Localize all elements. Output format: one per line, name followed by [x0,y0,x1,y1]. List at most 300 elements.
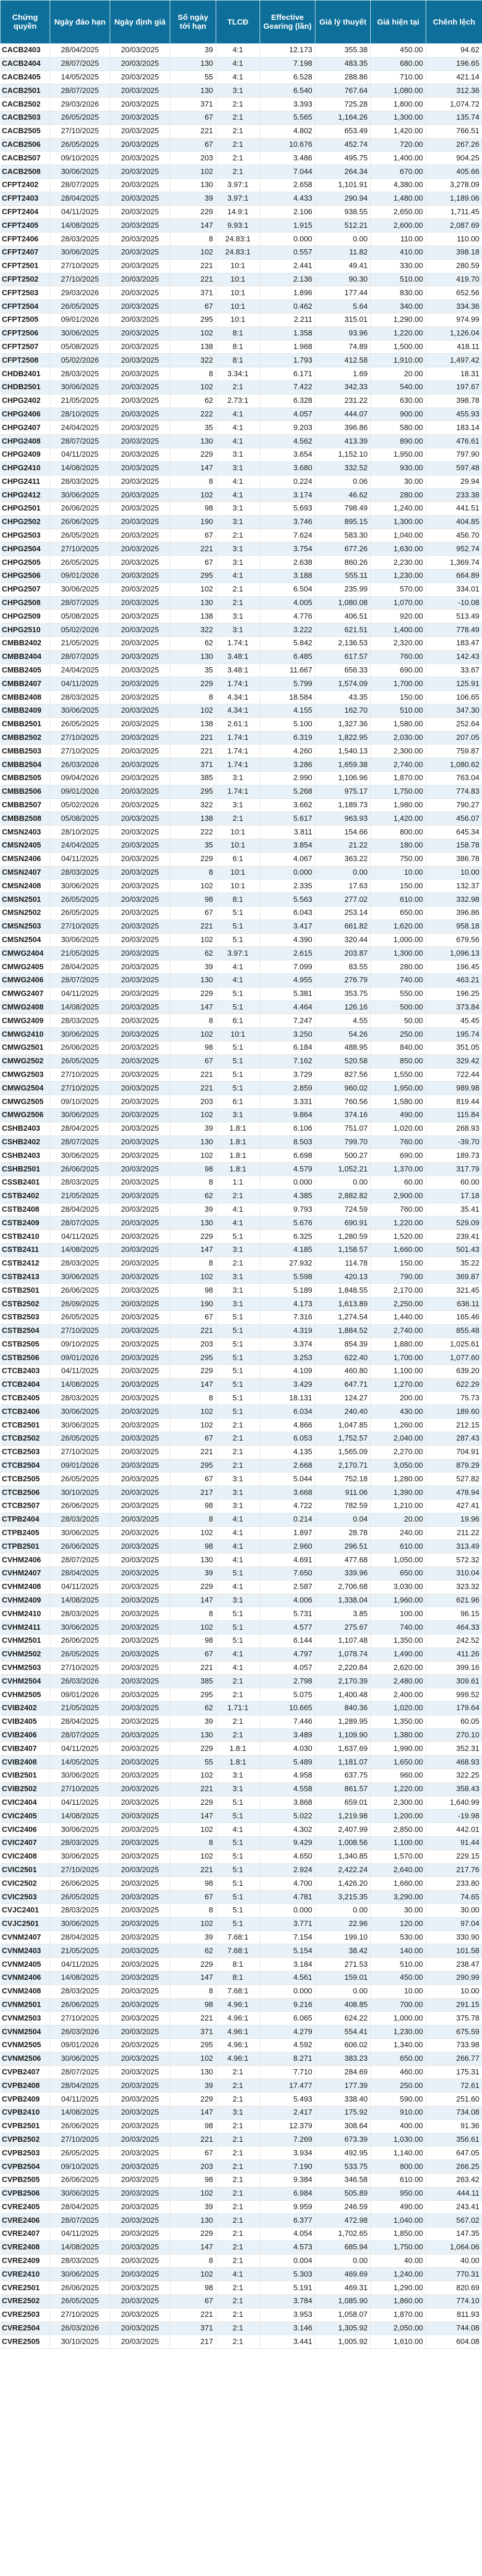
warrant-code: CVIB2407 [1,1742,50,1756]
valuation-date: 20/03/2025 [110,1176,170,1189]
valuation-date: 20/03/2025 [110,286,170,300]
table-row [1,866,482,879]
warrant-code: CACB2507 [1,152,50,165]
price-difference: 527.82 [426,1472,482,1486]
col-header-days-to-maturity: Số ngày tới hạn [170,1,216,44]
days-to-maturity: 190 [170,1297,216,1311]
effective-gearing: 4.573 [260,2241,315,2254]
conversion-ratio: 3:1 [216,1769,260,1783]
theoretical-price: 11.82 [315,246,371,259]
warrant-code: CTPB2501 [1,1540,50,1553]
table-row [1,421,482,435]
maturity-date: 30/06/2025 [50,246,110,259]
valuation-date: 20/03/2025 [110,152,170,165]
conversion-ratio: 14.9:1 [216,205,260,219]
current-price: 2,600.00 [371,219,426,233]
valuation-date: 20/03/2025 [110,933,170,947]
maturity-date: 28/04/2025 [50,1203,110,1216]
warrant-code: CFPT2406 [1,233,50,246]
effective-gearing: 4.700 [260,1877,315,1890]
effective-gearing: 5.022 [260,1809,315,1823]
table-row [1,570,482,583]
current-price: 450.00 [371,1971,426,1985]
maturity-date: 09/10/2025 [50,1095,110,1109]
days-to-maturity: 371 [170,286,216,300]
theoretical-price: 860.26 [315,556,371,570]
maturity-date: 26/06/2025 [50,515,110,529]
warrant-code: CVHM2411 [1,1621,50,1634]
table-row [1,1351,482,1365]
valuation-date: 20/03/2025 [110,637,170,651]
effective-gearing: 4.958 [260,1769,315,1783]
price-difference: 1,074.72 [426,98,482,111]
table-row [1,1095,482,1109]
table-row [1,489,482,502]
theoretical-price: 854.39 [315,1338,371,1351]
theoretical-price: 963.93 [315,812,371,826]
price-difference: 322.25 [426,1769,482,1783]
conversion-ratio: 5:1 [216,920,260,933]
table-row [1,1553,482,1567]
valuation-date: 20/03/2025 [110,1647,170,1661]
warrant-code: CSHB2402 [1,1135,50,1149]
valuation-date: 20/03/2025 [110,502,170,516]
maturity-date: 28/07/2025 [50,650,110,664]
maturity-date: 28/07/2025 [50,178,110,192]
warrant-code: CHPG2410 [1,461,50,475]
valuation-date: 20/03/2025 [110,2012,170,2025]
price-difference: 529.09 [426,1216,482,1230]
valuation-date: 20/03/2025 [110,2295,170,2308]
table-row [1,1486,482,1500]
table-row [1,839,482,853]
days-to-maturity: 229 [170,677,216,691]
table-row [1,1728,482,1742]
conversion-ratio: 4:1 [216,1203,260,1216]
conversion-ratio: 10:1 [216,286,260,300]
table-row [1,691,482,704]
current-price: 890.00 [371,435,426,448]
valuation-date: 20/03/2025 [110,1257,170,1270]
current-price: 1,290.00 [371,313,426,327]
effective-gearing: 1.793 [260,354,315,367]
current-price: 740.00 [371,973,426,987]
maturity-date: 28/04/2025 [50,960,110,974]
current-price: 1,630.00 [371,542,426,556]
table-row [1,1203,482,1216]
valuation-date: 20/03/2025 [110,300,170,314]
conversion-ratio: 2:1 [216,1189,260,1203]
price-difference: -10.08 [426,596,482,610]
theoretical-price: 264.34 [315,165,371,179]
price-difference: 398.78 [426,394,482,408]
warrant-code: CHPG2506 [1,570,50,583]
table-row [1,529,482,542]
days-to-maturity: 147 [170,219,216,233]
table-row [1,1809,482,1823]
conversion-ratio: 3.34:1 [216,367,260,381]
price-difference: 647.05 [426,2146,482,2160]
table-row [1,435,482,448]
maturity-date: 04/11/2025 [50,1230,110,1244]
current-price: 580.00 [371,421,426,435]
days-to-maturity: 130 [170,1135,216,1149]
days-to-maturity: 102 [170,1028,216,1041]
maturity-date: 26/03/2026 [50,2322,110,2335]
table-row [1,785,482,798]
price-difference: 421.14 [426,71,482,84]
maturity-date: 28/07/2025 [50,596,110,610]
maturity-date: 05/08/2025 [50,610,110,623]
effective-gearing: 4.866 [260,1419,315,1432]
effective-gearing: 6.319 [260,731,315,745]
conversion-ratio: 2:1 [216,138,260,152]
conversion-ratio: 4:1 [216,475,260,489]
current-price: 590.00 [371,2093,426,2106]
effective-gearing: 7.269 [260,2133,315,2146]
days-to-maturity: 322 [170,354,216,367]
days-to-maturity: 130 [170,178,216,192]
valuation-date: 20/03/2025 [110,1310,170,1324]
theoretical-price: 0.00 [315,1904,371,1917]
price-difference: 904.25 [426,152,482,165]
valuation-date: 20/03/2025 [110,178,170,192]
valuation-date: 20/03/2025 [110,1621,170,1634]
days-to-maturity: 8 [170,233,216,246]
price-difference: 733.98 [426,2038,482,2052]
effective-gearing: 3.146 [260,2322,315,2335]
conversion-ratio: 4:1 [216,973,260,987]
conversion-ratio: 1.8:1 [216,1122,260,1135]
theoretical-price: 240.40 [315,1405,371,1419]
valuation-date: 20/03/2025 [110,893,170,907]
valuation-date: 20/03/2025 [110,920,170,933]
header-row [1,1,482,44]
table-row [1,812,482,826]
maturity-date: 27/10/2025 [50,1863,110,1877]
current-price: 1,280.00 [371,1472,426,1486]
days-to-maturity: 98 [170,2281,216,2295]
maturity-date: 30/10/2025 [50,2335,110,2349]
table-row [1,205,482,219]
col-header-warrant: Chứng quyền [1,1,50,44]
warrant-code: CMWG2502 [1,1054,50,1068]
theoretical-price: 637.75 [315,1769,371,1783]
maturity-date: 28/03/2025 [50,2254,110,2268]
theoretical-price: 159.01 [315,1971,371,1985]
maturity-date: 27/10/2025 [50,920,110,933]
conversion-ratio: 2:1 [216,1459,260,1472]
theoretical-price: 724.59 [315,1203,371,1216]
effective-gearing: 5.598 [260,1270,315,1284]
effective-gearing: 6.377 [260,2214,315,2227]
table-row [1,71,482,84]
warrant-code: CFPT2508 [1,354,50,367]
warrant-code: CVNM2403 [1,1944,50,1958]
conversion-ratio: 3:1 [216,556,260,570]
price-difference: 375.78 [426,2012,482,2025]
valuation-date: 20/03/2025 [110,246,170,259]
table-row [1,2254,482,2268]
valuation-date: 20/03/2025 [110,1931,170,1944]
theoretical-price: 1,574.09 [315,677,371,691]
maturity-date: 30/06/2025 [50,1850,110,1863]
table-row [1,826,482,839]
theoretical-price: 346.58 [315,2173,371,2187]
conversion-ratio: 4.96:1 [216,1998,260,2012]
days-to-maturity: 130 [170,435,216,448]
table-row [1,987,482,1001]
current-price: 1,220.00 [371,1782,426,1796]
maturity-date: 28/04/2025 [50,192,110,205]
valuation-date: 20/03/2025 [110,259,170,273]
current-price: 1,270.00 [371,1378,426,1391]
price-difference: 351.05 [426,1041,482,1054]
price-difference: 770.31 [426,2268,482,2281]
price-difference: 19.96 [426,1513,482,1526]
effective-gearing: 0.224 [260,475,315,489]
price-difference: 196.25 [426,987,482,1001]
table-row [1,448,482,461]
conversion-ratio: 1.8:1 [216,1742,260,1756]
maturity-date: 28/04/2025 [50,2200,110,2214]
maturity-date: 30/06/2025 [50,2187,110,2200]
warrant-code: CMBB2402 [1,637,50,651]
theoretical-price: 444.07 [315,408,371,421]
days-to-maturity: 130 [170,2214,216,2227]
conversion-ratio: 1.74:1 [216,785,260,798]
price-difference: 309.61 [426,1675,482,1688]
maturity-date: 21/05/2025 [50,947,110,960]
effective-gearing: 4.135 [260,1445,315,1459]
price-difference: 183.47 [426,637,482,651]
valuation-date: 20/03/2025 [110,1513,170,1526]
days-to-maturity: 67 [170,138,216,152]
current-price: 1,140.00 [371,2146,426,2160]
days-to-maturity: 62 [170,947,216,960]
valuation-date: 20/03/2025 [110,124,170,138]
effective-gearing: 3.662 [260,798,315,812]
days-to-maturity: 138 [170,812,216,826]
theoretical-price: 488.95 [315,1041,371,1054]
price-difference: 1,064.06 [426,2241,482,2254]
days-to-maturity: 39 [170,2200,216,2214]
days-to-maturity: 102 [170,879,216,893]
table-row [1,731,482,745]
conversion-ratio: 4:1 [216,1216,260,1230]
table-row [1,1189,482,1203]
effective-gearing: 10.665 [260,1702,315,1715]
maturity-date: 28/07/2025 [50,84,110,98]
valuation-date: 20/03/2025 [110,1014,170,1028]
price-difference: 266.77 [426,2052,482,2066]
warrant-code: CMBB2508 [1,812,50,826]
table-row [1,798,482,812]
price-difference: 35.41 [426,1203,482,1216]
table-row [1,973,482,987]
days-to-maturity: 39 [170,1931,216,1944]
effective-gearing: 1.358 [260,327,315,340]
current-price: 1,480.00 [371,192,426,205]
price-difference: 645.34 [426,826,482,839]
warrant-code: CACB2405 [1,71,50,84]
warrant-code: CHPG2504 [1,542,50,556]
price-difference: 427.41 [426,1500,482,1513]
warrant-code: CVIC2404 [1,1796,50,1809]
maturity-date: 28/03/2025 [50,1257,110,1270]
warrant-code: CACB2508 [1,165,50,179]
days-to-maturity: 67 [170,1432,216,1446]
table-row [1,1068,482,1082]
conversion-ratio: 2:1 [216,2146,260,2160]
theoretical-price: 2,706.68 [315,1580,371,1594]
theoretical-price: 1,085.90 [315,2295,371,2308]
current-price: 610.00 [371,893,426,907]
table-row [1,1715,482,1728]
effective-gearing: 2.668 [260,1459,315,1472]
conversion-ratio: 3:1 [216,502,260,516]
warrant-code: CMWG2501 [1,1041,50,1054]
conversion-ratio: 3:1 [216,1270,260,1284]
effective-gearing: 5.381 [260,987,315,1001]
effective-gearing: 2.417 [260,2106,315,2119]
table-row [1,300,482,314]
warrant-code: CSTB2502 [1,1297,50,1311]
warrant-code: CMSN2408 [1,879,50,893]
maturity-date: 21/05/2025 [50,1702,110,1715]
conversion-ratio: 4:1 [216,1580,260,1594]
effective-gearing: 9.793 [260,1203,315,1216]
valuation-date: 20/03/2025 [110,717,170,731]
conversion-ratio: 4.34:1 [216,691,260,704]
current-price: 1,580.00 [371,1095,426,1109]
theoretical-price: 54.26 [315,1028,371,1041]
days-to-maturity: 385 [170,1675,216,1688]
effective-gearing: 4.802 [260,124,315,138]
valuation-date: 20/03/2025 [110,542,170,556]
price-difference: 96.15 [426,1607,482,1621]
warrant-code: CHDB2501 [1,380,50,394]
effective-gearing: 3.489 [260,1728,315,1742]
effective-gearing: 4.781 [260,1890,315,1904]
valuation-date: 20/03/2025 [110,1796,170,1809]
conversion-ratio: 5:1 [216,1001,260,1014]
valuation-date: 20/03/2025 [110,583,170,596]
current-price: 400.00 [371,2119,426,2133]
current-price: 1,570.00 [371,1850,426,1863]
maturity-date: 28/07/2025 [50,57,110,71]
theoretical-price: 38.42 [315,1944,371,1958]
days-to-maturity: 35 [170,839,216,853]
table-row [1,2173,482,2187]
maturity-date: 21/05/2025 [50,637,110,651]
price-difference: 622.29 [426,1378,482,1391]
effective-gearing: 9.384 [260,2173,315,2187]
table-row [1,2268,482,2281]
current-price: 830.00 [371,286,426,300]
current-price: 510.00 [371,1958,426,1971]
days-to-maturity: 39 [170,960,216,974]
valuation-date: 20/03/2025 [110,394,170,408]
days-to-maturity: 98 [170,1163,216,1176]
days-to-maturity: 322 [170,623,216,637]
effective-gearing: 8.271 [260,2052,315,2066]
conversion-ratio: 10:1 [216,879,260,893]
days-to-maturity: 221 [170,2133,216,2146]
days-to-maturity: 371 [170,98,216,111]
maturity-date: 30/06/2025 [50,380,110,394]
table-row [1,327,482,340]
valuation-date: 20/03/2025 [110,205,170,219]
maturity-date: 28/03/2025 [50,1391,110,1405]
conversion-ratio: 3:1 [216,1500,260,1513]
current-price: 1,020.00 [371,1702,426,1715]
warrant-code: CHDB2401 [1,367,50,381]
current-price: 180.00 [371,839,426,853]
valuation-date: 20/03/2025 [110,1702,170,1715]
price-difference: 135.74 [426,111,482,124]
maturity-date: 04/11/2025 [50,1365,110,1378]
effective-gearing: 9.216 [260,1998,315,2012]
warrant-code: CHPG2503 [1,529,50,542]
days-to-maturity: 221 [170,1445,216,1459]
price-difference: 356.61 [426,2133,482,2146]
table-row [1,1742,482,1756]
effective-gearing: 7.422 [260,380,315,394]
valuation-date: 20/03/2025 [110,1607,170,1621]
theoretical-price: 895.15 [315,515,371,529]
effective-gearing: 4.006 [260,1594,315,1607]
warrant-code: CVNM2504 [1,2025,50,2039]
days-to-maturity: 130 [170,2066,216,2079]
current-price: 530.00 [371,1931,426,1944]
theoretical-price: 353.75 [315,987,371,1001]
warrant-code: CSSB2401 [1,1176,50,1189]
table-row [1,852,482,866]
valuation-date: 20/03/2025 [110,327,170,340]
conversion-ratio: 3:1 [216,1108,260,1122]
days-to-maturity: 229 [170,852,216,866]
current-price: 110.00 [371,233,426,246]
conversion-ratio: 4:1 [216,1661,260,1675]
maturity-date: 28/03/2025 [50,1014,110,1028]
days-to-maturity: 62 [170,394,216,408]
table-row [1,1863,482,1877]
table-row [1,1041,482,1054]
price-difference: 1,369.74 [426,556,482,570]
conversion-ratio: 5:1 [216,987,260,1001]
valuation-date: 20/03/2025 [110,1365,170,1378]
price-difference: 268.93 [426,1122,482,1135]
current-price: 3,030.00 [371,1580,426,1594]
effective-gearing: 0.557 [260,246,315,259]
maturity-date: 26/05/2025 [50,111,110,124]
theoretical-price: 0.00 [315,866,371,879]
effective-gearing: 4.057 [260,1661,315,1675]
table-row [1,1607,482,1621]
price-difference: 196.45 [426,960,482,974]
current-price: 1,000.00 [371,2012,426,2025]
theoretical-price: 420.13 [315,1270,371,1284]
effective-gearing: 5.191 [260,2281,315,2295]
table-row [1,475,482,489]
current-price: 1,340.00 [371,2038,426,2052]
table-row [1,2079,482,2093]
conversion-ratio: 2:1 [216,529,260,542]
valuation-date: 20/03/2025 [110,1122,170,1135]
days-to-maturity: 229 [170,1580,216,1594]
theoretical-price: 1,752.57 [315,1432,371,1446]
